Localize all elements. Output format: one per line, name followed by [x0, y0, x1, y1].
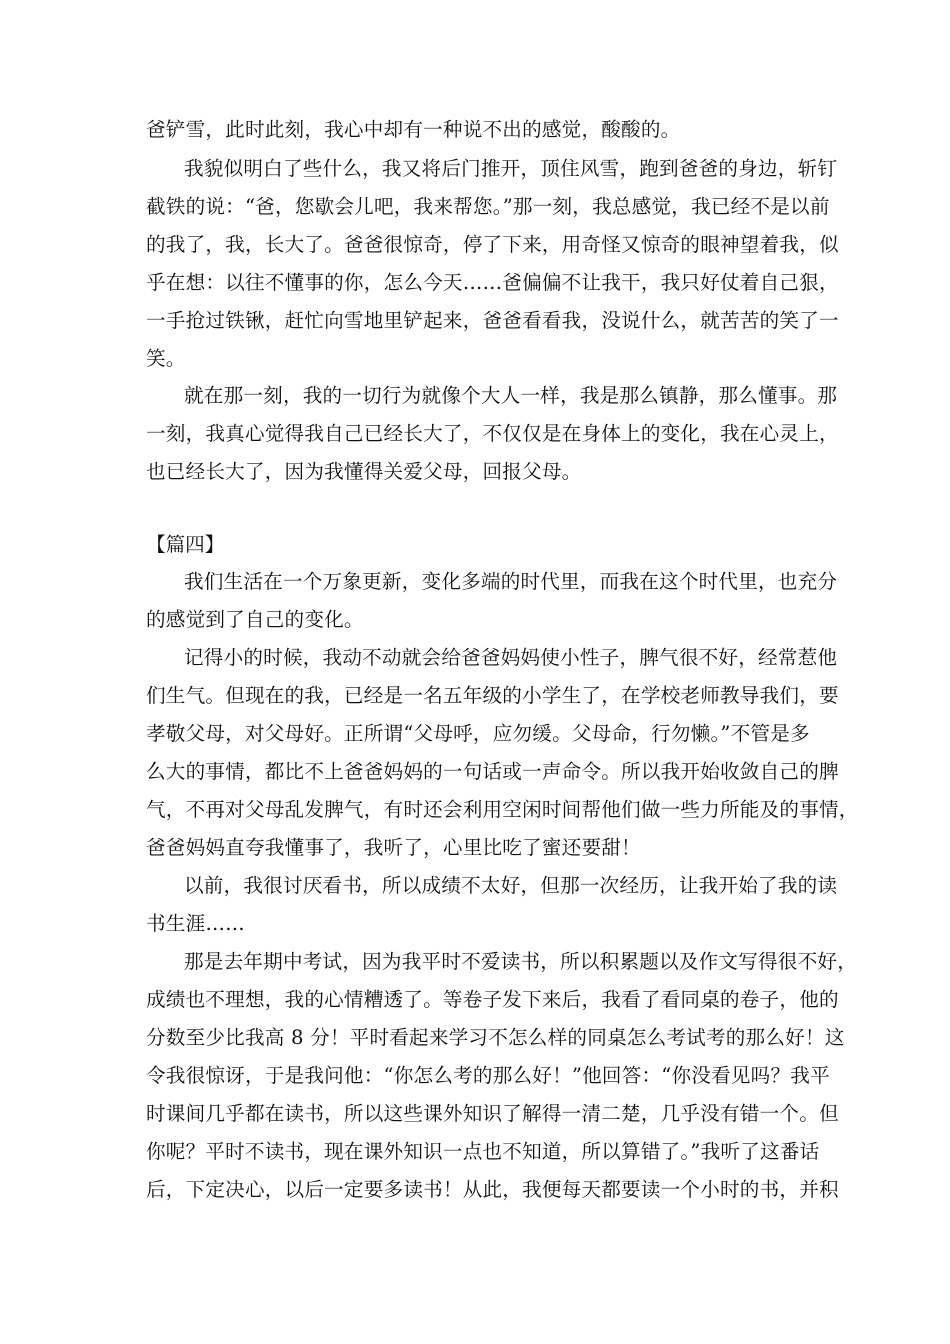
text-line: 后，下定决心，以后一定要多读书！从此，我便每天都要读一个小时的书，并积 — [146, 1178, 839, 1201]
text-line: 爸铲雪，此时此刻，我心中却有一种说不出的感觉，酸酸的。 — [146, 118, 681, 141]
text-line: 气，不再对父母乱发脾气，有时还会利用空闲时间帮他们做一些力所能及的事情， — [146, 798, 859, 821]
text-line: 分数至少比我高 8 分！平时看起来学习不怎么样的同桌怎么考试考的那么好！这 — [146, 1026, 845, 1049]
text-line: 的感觉到了自己的变化。 — [146, 608, 364, 631]
paragraph-start-line: 以前，我很讨厌看书，所以成绩不太好，但那一次经历，让我开始了我的读 — [184, 874, 838, 897]
paragraph-start-line: 记得小的时候，我动不动就会给爸爸妈妈使小性子，脾气很不好，经常惹他 — [184, 646, 838, 669]
text-line: 们生气。但现在的我，已经是一名五年级的小学生了，在学校老师教导我们，要 — [146, 684, 839, 707]
text-line: 乎在想：以往不懂事的你，怎么今天……爸偏偏不让我干，我只好仗着自己狠， — [146, 271, 839, 294]
text-line: 的我了，我，长大了。爸爸很惊奇，停了下来，用奇怪又惊奇的眼神望着我，似 — [146, 233, 839, 256]
text-line: 时课间几乎都在读书，所以这些课外知识了解得一清二楚，几乎没有错一个。但 — [146, 1102, 839, 1125]
text-line: 也已经长大了，因为我懂得关爱父母，回报父母。 — [146, 460, 582, 483]
paragraph-start-line: 我们生活在一个万象更新，变化多端的时代里，而我在这个时代里，也充分 — [184, 570, 838, 593]
section-heading: 【篇四】 — [146, 533, 225, 556]
text-line: 笑。 — [146, 347, 186, 370]
text-line: 孝敬父母，对父母好。正所谓“父母呼，应勿缓。父母命，行勿懒。”不管是多 — [146, 722, 810, 745]
text-line: 爸爸妈妈直夸我懂事了，我听了，心里比吃了蜜还要甜！ — [146, 836, 641, 859]
text-line: 你呢？平时不读书，现在课外知识一点也不知道，所以算错了。”我听了这番话 — [146, 1140, 820, 1163]
paragraph-start-line: 那是去年期中考试，因为我平时不爱读书，所以积累题以及作文写得很不好， — [184, 950, 857, 973]
text-line: 书生涯…… — [146, 912, 245, 935]
text-line: 一刻，我真心觉得我自己已经长大了，不仅仅是在身体上的变化，我在心灵上， — [146, 422, 839, 445]
paragraph-start-line: 我貌似明白了些什么，我又将后门推开，顶住风雪，跑到爸爸的身边，斩钉 — [184, 157, 838, 180]
text-line: 成绩也不理想，我的心情糟透了。等卷子发下来后，我看了看同桌的卷子，他的 — [146, 988, 839, 1011]
text-line: 一手抢过铁锹，赶忙向雪地里铲起来，爸爸看看我，没说什么，就苦苦的笑了一 — [146, 309, 839, 332]
text-line: 令我很惊讶，于是我问他：“你怎么考的那么好！”他回答：“你没看见吗？我平 — [146, 1064, 830, 1087]
paragraph-start-line: 就在那一刻，我的一切行为就像个大人一样，我是那么镇静，那么懂事。那 — [184, 384, 838, 407]
text-line: 截铁的说：“爸，您歇会儿吧，我来帮您。”那一刻，我总感觉，我已经不是以前 — [146, 195, 830, 218]
text-line: 么大的事情，都比不上爸爸妈妈的一句话或一声命令。所以我开始收敛自己的脾 — [146, 760, 839, 783]
